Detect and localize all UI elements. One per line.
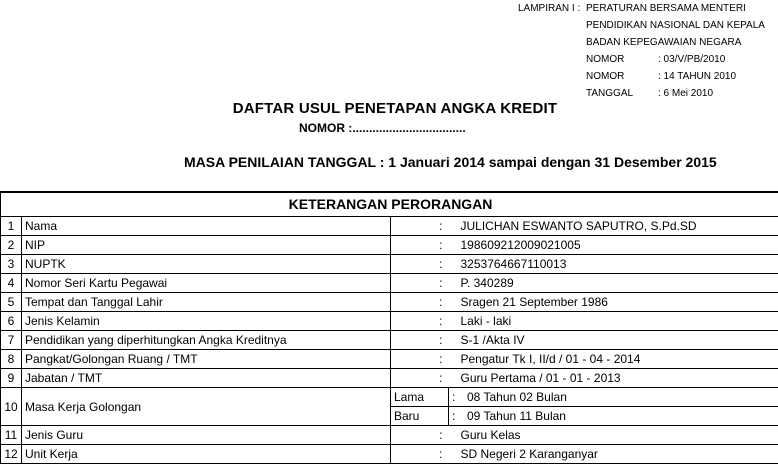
row-label: Pangkat/Golongan Ruang / TMT [22, 350, 391, 369]
row-label: Unit Kerja [22, 445, 391, 464]
table-row [1, 255, 778, 274]
row-value-baru [449, 407, 778, 426]
row-number: 3 [1, 255, 22, 274]
table-row [1, 350, 778, 369]
row-colon: : [391, 236, 449, 255]
row-number: 12 [1, 445, 22, 464]
row-label: Jenis Guru [22, 426, 391, 445]
row-number: 9 [1, 369, 22, 388]
row-colon: : [391, 369, 449, 388]
table-row [1, 217, 778, 236]
table-row [1, 312, 778, 331]
row-colon: : [452, 407, 455, 425]
document-nomor: NOMOR :.................................. [299, 121, 466, 135]
row-colon: : [452, 388, 455, 406]
row-colon: : [391, 426, 449, 445]
row-colon: : [391, 255, 449, 274]
row-label: Nama [22, 217, 391, 236]
row-sublabel-baru: Baru [391, 407, 449, 426]
lampiran-block [518, 0, 765, 102]
keterangan-table [0, 191, 778, 464]
row-value-lama-text: 08 Tahun 02 Bulan [461, 390, 567, 404]
row-value: Laki - laki [449, 312, 778, 331]
row-value: SD Negeri 2 Karanganyar [449, 445, 778, 464]
table-row [1, 445, 778, 464]
row-value: 3253764667110013 [449, 255, 778, 274]
row-label: Pendidikan yang diperhitungkan Angka Kreditnya [22, 331, 391, 350]
row-label: Tempat dan Tanggal Lahir [22, 293, 391, 312]
row-value: 198609212009021005 [449, 236, 778, 255]
nomor2-label: NOMOR [586, 68, 658, 85]
row-colon: : [391, 350, 449, 369]
row-colon: : [391, 331, 449, 350]
masa-penilaian: MASA PENILAIAN TANGGAL : 1 Januari 2014 sampai dengan 31 Desember 2015 [184, 154, 717, 170]
table-header: KETERANGAN PERORANGAN [1, 192, 778, 217]
document-title-text: DAFTAR USUL PENETAPAN ANGKA KREDIT [233, 100, 558, 117]
row-value: JULICHAN ESWANTO SAPUTRO, S.Pd.SD [449, 217, 778, 236]
row-value: Guru Kelas [449, 426, 778, 445]
row-value: Pengatur Tk I, II/d / 01 - 04 - 2014 [449, 350, 778, 369]
row-number: 5 [1, 293, 22, 312]
lampiran-label: LAMPIRAN I : [518, 0, 586, 17]
nomor2-value: : 14 TAHUN 2010 [658, 68, 736, 85]
row-value: S-1 /Akta IV [449, 331, 778, 350]
table-row [1, 426, 778, 445]
table-row [1, 331, 778, 350]
row-colon: : [391, 274, 449, 293]
row-number: 2 [1, 236, 22, 255]
row-colon: : [391, 293, 449, 312]
row-label: Jabatan / TMT [22, 369, 391, 388]
row-label: Jenis Kelamin [22, 312, 391, 331]
row-colon: : [391, 312, 449, 331]
table-row [1, 274, 778, 293]
nomor1-label: NOMOR [586, 51, 658, 68]
row-label: NUPTK [22, 255, 391, 274]
table-row [1, 388, 778, 407]
row-colon: : [391, 217, 449, 236]
table-row [1, 369, 778, 388]
tanggal-value: : 6 Mei 2010 [658, 85, 713, 102]
row-number: 8 [1, 350, 22, 369]
row-number: 6 [1, 312, 22, 331]
row-value-baru-text: 09 Tahun 11 Bulan [461, 409, 566, 423]
row-number: 10 [1, 388, 22, 426]
lampiran-line: BADAN KEPEGAWAIAN NEGARA [586, 34, 741, 51]
row-label: Nomor Seri Kartu Pegawai [22, 274, 391, 293]
row-colon: : [391, 445, 449, 464]
row-value-lama [449, 388, 778, 407]
row-label: Masa Kerja Golongan [22, 388, 391, 426]
table-row [1, 236, 778, 255]
row-value: Sragen 21 September 1986 [449, 293, 778, 312]
row-label: NIP [22, 236, 391, 255]
row-value: P. 340289 [449, 274, 778, 293]
row-number: 7 [1, 331, 22, 350]
row-sublabel-lama: Lama [391, 388, 449, 407]
document-title [0, 100, 778, 117]
row-number: 4 [1, 274, 22, 293]
row-number: 11 [1, 426, 22, 445]
lampiran-line: PERATURAN BERSAMA MENTERI [586, 0, 746, 17]
row-number: 1 [1, 217, 22, 236]
row-value: Guru Pertama / 01 - 01 - 2013 [449, 369, 778, 388]
tanggal-label: TANGGAL [586, 85, 658, 102]
table-row [1, 293, 778, 312]
nomor1-value: : 03/V/PB/2010 [658, 51, 725, 68]
lampiran-line: PENDIDIKAN NASIONAL DAN KEPALA [586, 17, 765, 34]
